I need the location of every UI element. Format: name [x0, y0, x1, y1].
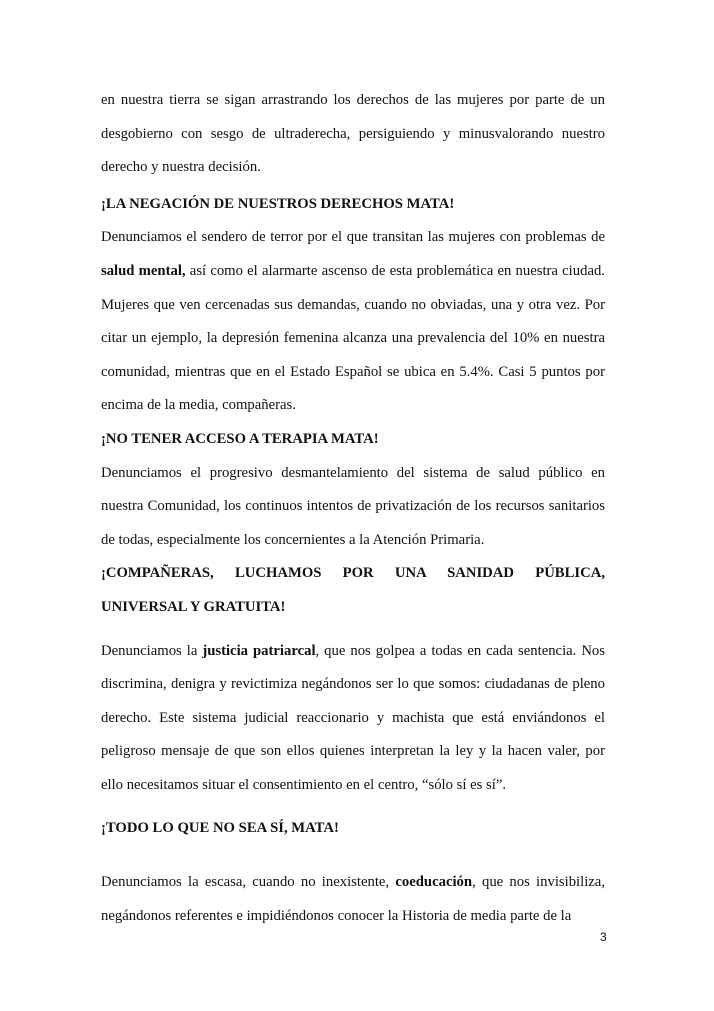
- heading-sanidad-publica: ¡COMPAÑERAS, LUCHAMOS POR UNA SANIDAD PÚBLICA, UNIVERSAL Y GRATUITA!: [101, 565, 605, 615]
- paragraph-sistema-salud: Denunciamos el progresivo desmantelamiento del sistema de salud público en nuestra Comunidad, los continuos intentos de privatización de los recursos sanitarios de todas, especialmente los concernientes a la Atención Primaria.: [101, 464, 605, 548]
- paragraph-derechos-continuacion: en nuestra tierra se sigan arrastrando los derechos de las mujeres por parte de un desgobierno con sesgo de ultraderecha, persiguiendo y minusvalorando nuestro derecho y nuestra decisión.: [101, 92, 605, 176]
- paragraph-coeducacion: [101, 866, 605, 933]
- heading-negacion-derechos: ¡LA NEGACIÓN DE NUESTROS DERECHOS MATA!: [101, 195, 455, 212]
- heading-todo-lo-que-no-sea-si: ¡TODO LO QUE NO SEA SÍ, MATA!: [101, 820, 339, 837]
- paragraph-coeducacion-intro: Denunciamos la escasa, cuando no inexistente,: [101, 874, 396, 891]
- emphasis-coeducacion: coeducación: [395, 874, 473, 891]
- paragraph-justicia-intro: Denunciamos la: [101, 642, 203, 659]
- paragraph-justicia-rest: , que nos golpea a todas en cada sentencia. Nos discrimina, denigra y revictimiza negándonos ser lo que somos: ciudadanas de pleno derecho. Este sistema judicial reaccionario y machista que está enviándonos el peligroso mensaje de que son ellos quienes interpretan la ley y la hacen valer, por ello necesitamos situar el consentimiento en el centro, “sólo sí es sí”.: [101, 642, 605, 793]
- paragraph-coeducacion-rest: , que nos invisibiliza, negándonos referentes e impidiéndonos conocer la Historia de media parte de la: [101, 874, 605, 924]
- emphasis-justicia-patriarcal: justicia patriarcal: [202, 642, 316, 659]
- paragraph-salud-mental: [101, 221, 605, 423]
- heading-acceso-terapia: ¡NO TENER ACCESO A TERAPIA MATA!: [101, 430, 379, 447]
- paragraph-justicia-patriarcal: [101, 635, 605, 803]
- emphasis-salud-mental: salud mental,: [101, 262, 186, 279]
- page-number: 3: [600, 930, 607, 944]
- page-body: [101, 84, 605, 933]
- paragraph-salud-mental-intro: Denunciamos el sendero de terror por el que transitan las mujeres con problemas de: [101, 229, 605, 246]
- paragraph-salud-mental-rest: así como el alarmarte ascenso de esta problemática en nuestra ciudad. Mujeres que ven cercenadas sus demandas, cuando no obviadas, una y otra vez. Por citar un ejemplo, la depresión femenina alcanza una prevalencia del 10% en nuestra comunidad, mientras que en el Estado Español se ubica en 5.4%. Casi 5 puntos por encima de la media, compañeras.: [101, 262, 605, 414]
